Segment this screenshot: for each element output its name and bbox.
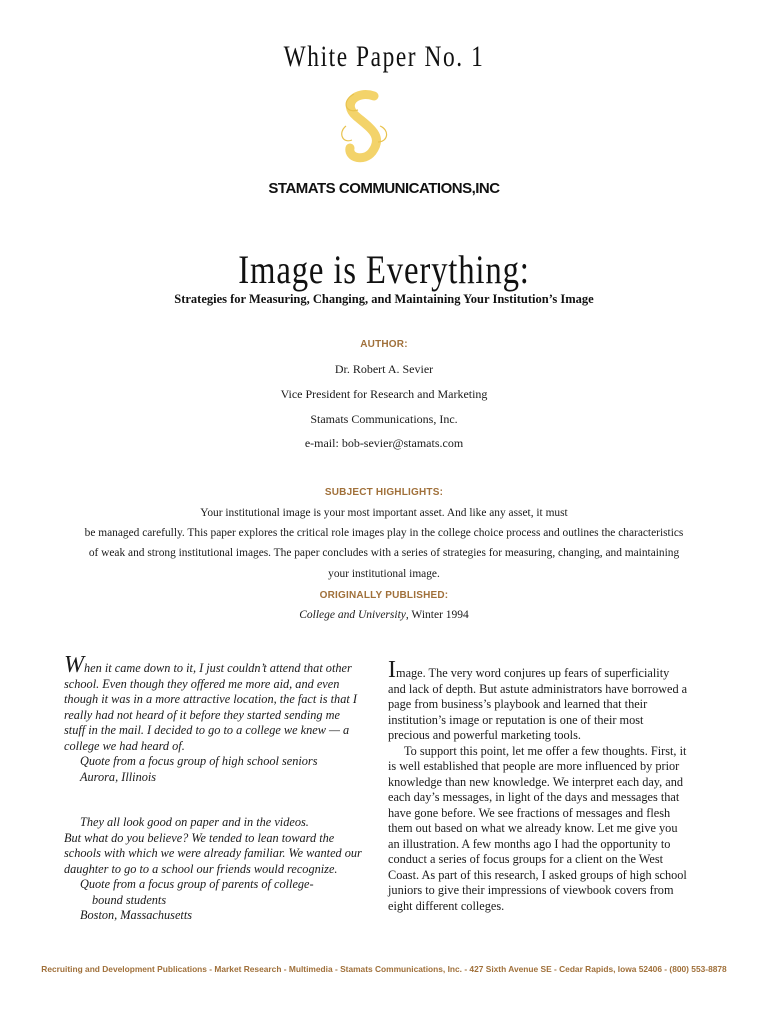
quote-2-place: Boston, Massachusetts — [80, 908, 193, 922]
highlights-line: be managed carefully. This paper explores the critical role images play in the college choice process and outlines the characteristics — [84, 527, 684, 540]
quote-1-place: Aurora, Illinois — [80, 769, 157, 784]
highlights-body — [64, 503, 704, 584]
drop-cap: I — [388, 657, 396, 683]
author-label: AUTHOR: — [360, 339, 408, 350]
quote-2-source-cont: bound students — [92, 892, 167, 907]
author-organization: Stamats Communications, Inc. — [310, 412, 458, 426]
drop-cap: W — [64, 652, 84, 678]
highlights-line: of weak and strong institutional images. The paper concludes with a series of strategies for measuring, changing, and maintaining — [88, 547, 680, 560]
quotes-column — [64, 652, 364, 924]
stamats-s-logo-icon — [334, 86, 394, 166]
author-name: Dr. Robert A. Sevier — [334, 362, 434, 376]
published-line — [0, 609, 768, 621]
publication-date: , Winter 1994 — [405, 609, 469, 621]
publication-name: College and University — [299, 609, 406, 621]
footer-contact: Recruiting and Development Publications - Market Research - Multimedia - Stamats Communications, Inc. - 427 Sixth Avenue SE - Cedar Rapids, Iowa 52406 - (800) 553-8878 — [41, 964, 727, 974]
highlights-line: your institutional image. — [328, 567, 440, 580]
series-title: White Paper No. 1 — [283, 40, 485, 73]
body-paragraph-2: To support this point, let me offer a few thoughts. First, it is well established that people are more influenced by prior knowledge than new knowledge. We interpret each day, and each day’s messages, in light of the days and messages that have gone before. We see fractions of messages and flesh them out based on what we already know. Let me give you an illustration. A few months ago I had the opportunity to conduct a series of focus groups for a client on the West Coast. As part of this research, I asked groups of high school juniors to give their impressions of viewbook covers from eight different colleges. — [388, 743, 687, 913]
body-column — [388, 657, 688, 914]
body-paragraph-1 — [388, 657, 688, 744]
quote-2-source: Quote from a focus group of parents of college- — [80, 877, 314, 891]
body-paragraph-1-text: mage. The very word conjures up fears of superficiality and lack of depth. But astute administrators have borrowed a page from business’s playbook and learned that their institution’s image or reputation is one of their most precious and powerful marketing tools. — [388, 666, 688, 742]
author-email: e-mail: bob-sevier@stamats.com — [304, 436, 464, 450]
author-role: Vice President for Research and Marketing — [280, 387, 488, 401]
published-label: ORIGINALLY PUBLISHED: — [319, 590, 449, 601]
quote-2-text: But what do you believe? We tended to lean toward the schools with which we were already familiar. We wanted our daughter to go to a school our friends would recognize. — [64, 830, 362, 876]
quote-1-source: Quote from a focus group of high school seniors — [80, 754, 318, 768]
document-title: Image is Everything: — [238, 247, 530, 292]
company-wordmark: STAMATS COMMUNICATIONS,INC — [268, 180, 500, 197]
quote-1-text: hen it came down to it, I just couldn’t attend that other school. Even though they offered me more aid, and even though it was in a more attractive location, the fact is that I really had not heard of it before they started sending me stuff in the mail. I decided to go to a college we knew — a college we had heard of. — [64, 661, 357, 753]
highlights-label: SUBJECT HIGHLIGHTS: — [324, 487, 444, 498]
highlights-line: Your institutional image is your most important asset. And like any asset, it must — [200, 507, 568, 519]
quote-1 — [64, 652, 364, 754]
document-subtitle: Strategies for Measuring, Changing, and Maintaining Your Institution’s Image — [174, 292, 594, 306]
quote-2-first-line: They all look good on paper and in the videos. — [80, 815, 309, 829]
